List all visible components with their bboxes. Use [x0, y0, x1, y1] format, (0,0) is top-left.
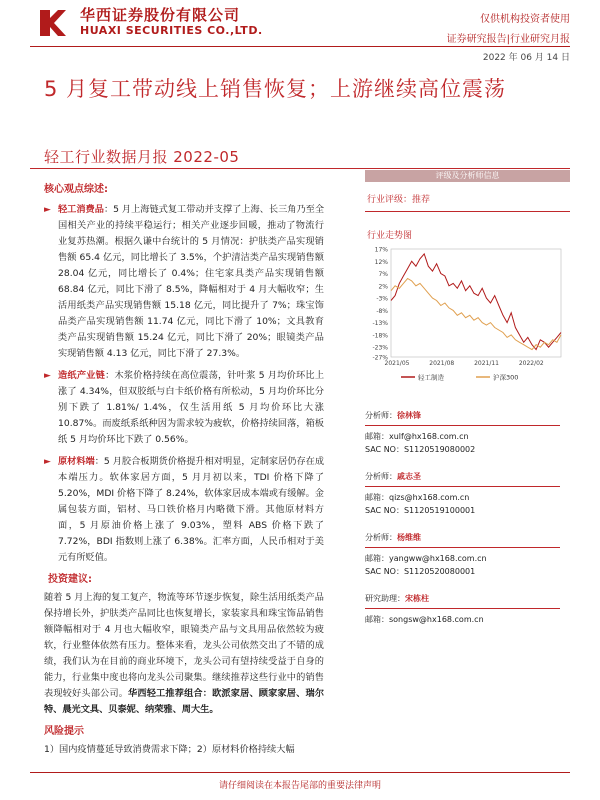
summary-item — [44, 368, 324, 448]
analyst-list — [365, 409, 570, 626]
analyst-role: 研究助理： — [365, 594, 405, 603]
series-line-2 — [391, 279, 561, 350]
analyst-email[interactable]: 邮箱：qizs@hx168.com.cn — [365, 493, 470, 502]
summary-heading: 核心观点综述: — [44, 184, 108, 195]
legend-label: 沪深300 — [493, 373, 519, 382]
report-title: 5 月复工带动线上销售恢复；上游继续高位震荡 — [44, 77, 507, 101]
summary-item — [44, 202, 324, 362]
analyst-email[interactable]: 邮箱：songsw@hx168.com.cn — [365, 615, 484, 624]
x-tick-label: 2021/05 — [384, 360, 410, 367]
company-name-cn: 华西证券股份有限公司 — [80, 6, 241, 24]
summary-item-label: 原材料端 — [58, 456, 95, 467]
summary-item-text: ：5 月胶合板期货价格提升相对明显，定制家居仍存在成本端压力。软体家居方面，5 月月初以来，TDI 价格下降了 5.20%，MDI 价格下降了 8.24%，软体家居成本端或有缓解。金属包装方面，铝材、马口铁价格月内略微下滑。其他原材料方面，5 月原油价格上涨了 9.03%，塑料 ABS 价格下跌了 7.72%，BDI 指数则上涨了 6.38%。汇率方面，人民币相对于美元有所贬值。 — [58, 456, 325, 563]
legend-label: 轻工制造 — [418, 373, 444, 382]
analyst-entry — [365, 470, 570, 517]
analyst-role: 分析师： — [365, 411, 397, 420]
y-tick-label: -8% — [376, 307, 388, 315]
report-date: 2022 年 06 月 14 日 — [482, 53, 570, 63]
trend-chart-label: 行业走势图 — [367, 231, 413, 241]
rating-divider — [365, 211, 570, 212]
triangle-bullet-icon: ► — [44, 205, 51, 215]
x-tick-label: 2021/08 — [429, 360, 455, 367]
sidebar-title-bar: 评级及分析师信息 — [365, 170, 570, 182]
legal-notice: 请仔细阅读在本报告尾部的重要法律声明 — [218, 781, 381, 791]
analyst-divider — [365, 608, 560, 609]
investment-text — [44, 590, 324, 718]
summary-item — [44, 454, 324, 566]
report-type: 证券研究报告|行业研究月报 — [446, 34, 570, 45]
investment-recommend: 华西轻工推荐组合：欧派家居、顾家家居、瑞尔特、晨光文具、贝泰妮、纳荣雅、周大生。 — [44, 688, 325, 715]
risk-heading: 风险提示 — [44, 726, 84, 737]
header-divider — [30, 46, 570, 47]
analyst-role: 分析师： — [365, 533, 397, 542]
analyst-sac: SAC NO：S1120520080001 — [365, 567, 476, 576]
analyst-name: 宋栋柱 — [405, 594, 429, 603]
analyst-email[interactable]: 邮箱：xulf@hx168.com.cn — [365, 432, 469, 441]
risk-text: 1）国内疫情蔓延导致消费需求下降；2）原材料价格持续大幅 — [44, 744, 295, 755]
analyst-entry — [365, 531, 570, 578]
sidebar — [365, 170, 570, 626]
title-divider — [30, 168, 570, 169]
analyst-divider — [365, 486, 560, 487]
y-tick-label: -13% — [372, 320, 388, 328]
report-subtitle: 轻工行业数据月报 2022-05 — [44, 148, 240, 166]
analyst-name: 杨维维 — [397, 533, 421, 542]
series-line-1 — [391, 254, 561, 350]
analyst-name: 徐林锋 — [397, 411, 421, 420]
analyst-sac: SAC NO：S1120519100001 — [365, 506, 476, 515]
summary-item-text: ：木浆价格持续在高位震荡，针叶浆 5 月均价环比上涨了 4.34%，但双胶纸与白卡纸价格有所松动，5 月均价环比分别下跌了 1.81%/ 1.4%，仅生活用纸 5 月均价环比大涨 10.87%。而废纸系纸种因为需求较为疲软，价格持续回落，箱板纸 5 月均价环比下跌了 0.56%。 — [58, 370, 325, 445]
y-tick-label: -3% — [376, 295, 388, 303]
x-tick-label: 2021/11 — [474, 360, 500, 367]
main-content — [44, 182, 324, 758]
audience-note: 仅供机构投资者使用 — [480, 14, 570, 25]
y-tick-label: 2% — [378, 283, 388, 291]
summary-item-label: 轻工消费品 — [58, 204, 104, 215]
analyst-entry — [365, 592, 570, 626]
investment-paragraph: 随着 5 月上海的复工复产，物流等环节逐步恢复，除生活用纸类产品保持增长外，护肤类产品同比也恢复增长，家装家具和珠宝饰品销售额降幅相对于 4 月也大幅收窄，眼镜类产品与文具用品依然较为疲软，行业整体依然有压力。整体来看，龙头公司依然交出了不错的成绩，我们认为在目前的商业环境下，龙头公司有望持续受益于自身的能力，行业集中度也将向龙头公司聚集。继续推荐这些行业中的销售表现较好头部公司。 — [44, 592, 324, 699]
analyst-email[interactable]: 邮箱：yangww@hx168.com.cn — [365, 554, 487, 563]
industry-trend-chart — [365, 245, 570, 395]
investment-heading: 投资建议: — [48, 574, 92, 585]
y-tick-label: 17% — [374, 246, 388, 254]
summary-item-text: ：5 月上海链式复工带动并支撑了上海、长三角乃至全国相关产业的持续平稳运行；相关产业逐步回暖，推动了物流行业复苏热潮。根据久谦中台统计的 5 月情况：护肤类产品实现销售额 65.4 亿元，同比增长了 3.5%，个护清洁类产品实现销售额 28.04 亿元，同比增长了 0.4%；住宅家具类产品实现销售额 68.84 亿元，同比下滑了 8.5%，降幅相对于 4 月大幅收窄；生活用纸类产品实现销售额 15.18 亿元，同比提升了 7%；珠宝饰品类产品实现销售额 11.74 亿元，同比下滑了 10%；文具教育类产品实现销售额 15.24 亿元，同比下滑了 20%；眼镜类产品实现销售额 4.13 亿元，同比下滑了 27.3%。 — [58, 204, 325, 359]
analyst-name: 戚志圣 — [397, 472, 421, 481]
y-tick-label: 7% — [378, 271, 388, 279]
huaxi-logo-icon — [36, 6, 70, 40]
company-name-en: HUAXI SECURITIES CO.,LTD. — [80, 24, 263, 37]
y-tick-label: -18% — [372, 332, 388, 340]
footer-divider — [30, 772, 570, 773]
industry-rating: 行业评级：推荐 — [367, 195, 431, 205]
analyst-entry — [365, 409, 570, 456]
analyst-role: 分析师： — [365, 472, 397, 481]
y-tick-label: -23% — [372, 344, 388, 352]
x-tick-label: 2022/02 — [518, 360, 544, 367]
page-header — [0, 0, 600, 63]
y-tick-label: 12% — [374, 258, 388, 266]
analyst-divider — [365, 547, 560, 548]
summary-item-label: 造纸产业链 — [58, 370, 106, 381]
triangle-bullet-icon: ► — [44, 457, 51, 467]
analyst-sac: SAC NO：S1120519080002 — [365, 445, 476, 454]
triangle-bullet-icon: ► — [44, 371, 51, 381]
analyst-divider — [365, 425, 560, 426]
y-tick-label: -27% — [372, 354, 388, 362]
